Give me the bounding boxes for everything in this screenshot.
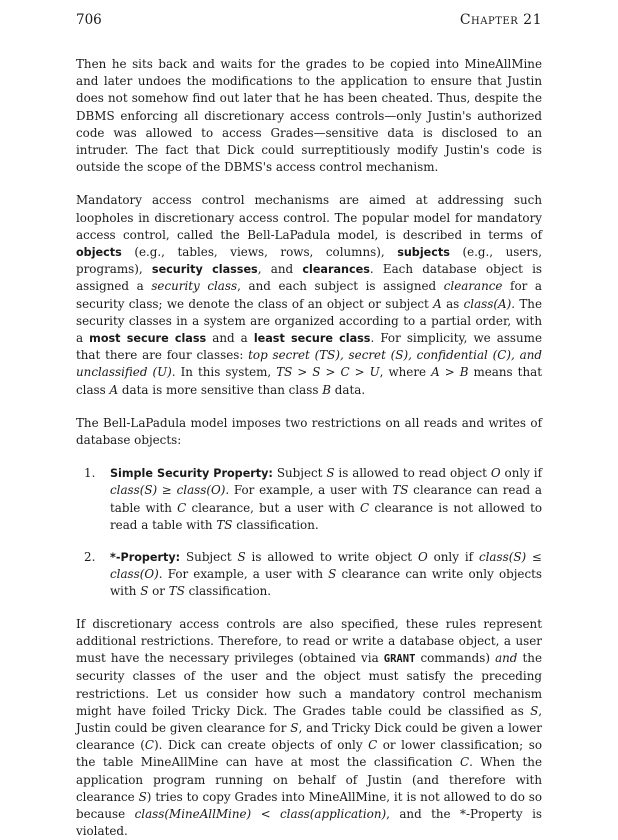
grant-keyword: GRANT xyxy=(383,653,416,666)
term-clearances: clearances xyxy=(302,263,370,277)
property-title: Simple Security Property: xyxy=(110,467,273,481)
page-number: 706 xyxy=(76,12,102,28)
chapter-heading: Chapter 21 xyxy=(459,12,542,28)
list-number: 2. xyxy=(84,550,96,565)
paragraph-4: If discretionary access controls are also specified, these rules represent additional restrictions. Therefore, to read or write a database object, a user must have the necessary privileges (obtained via GRANT commands) and the security classes of the user and the object must satisfy the preceding restrictions. Let us consider how such a mandatory control mechanism might have foiled Tricky Dick. The Grades table could be classified as S, Justin could be given clearance for S, and Tricky Dick could be given a lower clearance (C). Dick can create objects of only C or lower classification; so the table MineAllMine can have at most the classification C. When the application program running on behalf of Justin (and therefore with clearance S) tries to copy Grades into MineAllMine, it is not allowed to do so because class(MineAllMine) < class(application), and the *-Property is violated. xyxy=(76,616,543,839)
property-list xyxy=(76,465,542,600)
list-item-simple-security: 1. Simple Security Property: Subject S is allowed to read object O only if class(S) ≥ class(O). For example, a user with TS clearance can read a table with C clearance, but a user with C clearance is not allowed to read a table with TS classification. xyxy=(84,466,542,532)
page-body xyxy=(76,56,542,840)
property-title: *-Property: xyxy=(110,551,181,565)
page-header xyxy=(76,12,542,32)
paragraph-3: The Bell-LaPadula model imposes two restrictions on all reads and writes of database objects: xyxy=(76,415,542,448)
list-number: 1. xyxy=(84,466,96,481)
term-objects: objects xyxy=(76,246,122,260)
term-subjects: subjects xyxy=(397,246,450,260)
list-item-star-property: 2. *-Property: Subject S is allowed to write object O only if class(S) ≤ class(O). For example, a user with S clearance can write only objects with S or TS classification. xyxy=(84,550,542,599)
paragraph-2: Mandatory access control mechanisms are aimed at addressing such loopholes in discretionary access control. The popular model for mandatory access control, called the Bell-LaPadula model, is described in terms of objects (e.g., tables, views, rows, columns), subjects (e.g., users, programs), security classes, and clearances. Each database object is assigned a security class, and each subject is assigned clearance for a security class; we denote the class of an object or subject A as class(A). The security classes in a system are organized according to a partial order, with a most secure class and a least secure class. For simplicity, we assume that there are four classes: top secret (TS), secret (S), confidential (C), and unclassified (U). In this system, TS > S > C > U, where A > B means that class A data is more sensitive than class B data. xyxy=(76,193,543,397)
term-most-secure-class: most secure class xyxy=(89,332,207,346)
term-security-classes: security classes xyxy=(151,263,258,277)
term-least-secure-class: least secure class xyxy=(253,332,371,346)
paragraph-1: Then he sits back and waits for the grades to be copied into MineAllMine and later undoes the modifications to the application to ensure that Justin does not somehow find out later that he has been cheated. Thus, despite the DBMS enforcing all discretionary access controls—only Justin's authorized code was allowed to access Grades—sensitive data is disclosed to an intruder. The fact that Dick could surreptitiously modify Justin's code is outside the scope of the DBMS's access control mechanism. xyxy=(76,57,542,175)
